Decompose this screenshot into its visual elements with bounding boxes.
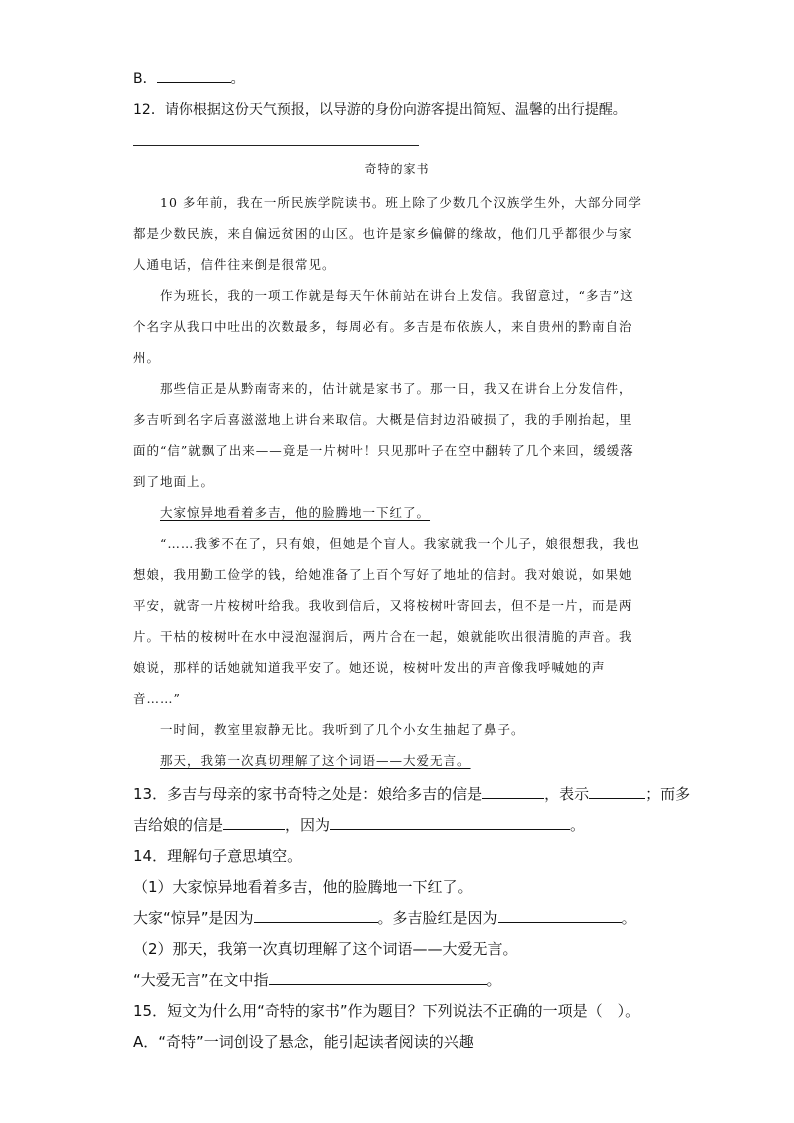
article-line: 音……”	[133, 691, 181, 706]
article-line: 到了地面上。	[133, 474, 215, 489]
article-line: 作为班长，我的一项工作就是每天午休前站在讲台上发信。我留意过，“多吉”这	[160, 288, 634, 303]
question-13: 13．多吉与母亲的家书奇特之处是：娘给多吉的信是 ，表示 ；而多	[133, 785, 691, 803]
answer-blank[interactable]	[223, 815, 285, 830]
article-line: 娘说，那样的话她就知道我平安了。她还说，桉树叶发出的声音像我呼喊她的声	[133, 660, 606, 675]
underlined-sentence: 那天，我第一次真切理解了这个词语——大爱无言。	[160, 753, 471, 768]
q14-sub-2-answer: “大爱无言”在文中指 。	[133, 971, 502, 989]
article-title: 奇特的家书	[364, 162, 430, 176]
article-line: “……我爹不在了，只有娘，但她是个盲人。我家就我一个儿子，娘很想我，我也	[160, 536, 640, 551]
article-line: 10 多年前，我在一所民族学院读书。班上除了少数几个汉族学生外，大部分同学	[160, 195, 642, 210]
option-b-label: B．	[133, 71, 157, 87]
question-13-cont: 吉给娘的信是 ，因为 。	[133, 816, 586, 834]
q14-sub-1: （1）大家惊异地看着多吉，他的脸腾地一下红了。	[133, 878, 473, 896]
q15-option-a[interactable]: A．“奇特”一词创设了悬念，能引起读者阅读的兴趣	[133, 1033, 474, 1051]
article-line: 都是少数民族，来自偏远贫困的山区。也许是家乡偏僻的缘故，他们几乎都很少与家	[133, 226, 633, 241]
answer-blank[interactable]	[269, 970, 487, 985]
article-line: 一时间，教室里寂静无比。我听到了几个小女生抽起了鼻子。	[160, 722, 525, 737]
question-14: 14．理解句子意思填空。	[133, 847, 303, 865]
question-15: 15．短文为什么用“奇特的家书”作为题目？下列说法不正确的一项是（ ）。	[133, 1002, 641, 1020]
article-line: 个名字从我口中吐出的次数最多，每周必有。多吉是布依族人，来自贵州的黔南自治	[133, 319, 633, 334]
article-line: 面的“信”就飘了出来——竟是一片树叶！只见那叶子在空中翻转了几个来回，缓缓落	[133, 443, 634, 458]
article-line: 想娘，我用勤工俭学的钱，给她准备了上百个写好了地址的信封。我对娘说，如果她	[133, 567, 633, 582]
question-12: 12．请你根据这份天气预报，以导游的身份向游客提出简短、温馨的出行提醒。	[133, 102, 627, 118]
article-line: 片。干枯的桉树叶在水中浸泡湿润后，两片合在一起，娘就能吹出很清脆的声音。我	[133, 629, 633, 644]
answer-blank[interactable]	[498, 908, 622, 923]
answer-blank[interactable]	[254, 908, 378, 923]
article-line: 平安，就寄一片桉树叶给我。我收到信后，又将桉树叶寄回去，但不是一片，而是两	[133, 598, 633, 613]
answer-blank[interactable]	[589, 784, 645, 799]
answer-blank[interactable]	[482, 784, 544, 799]
q14-sub-2: （2）那天，我第一次真切理解了这个词语——大爱无言。	[133, 940, 518, 958]
article-line: 多吉听到名字后喜滋滋地上讲台来取信。大概是信封边沿破损了，我的手刚抬起，里	[133, 412, 633, 427]
q11-option-b: B． 。	[133, 68, 245, 89]
q14-sub-1-answer: 大家“惊异”是因为 。多吉脸红是因为 。	[133, 909, 637, 927]
article-line: 人通电话，信件往来倒是很常见。	[133, 257, 336, 272]
article-line: 州。	[133, 350, 161, 365]
answer-blank[interactable]	[157, 68, 231, 83]
article-line: 那些信正是从黔南寄来的，估计就是家书了。那一日，我又在讲台上分发信件，	[160, 381, 633, 396]
answer-line[interactable]	[133, 145, 419, 146]
underlined-sentence: 大家惊异地看着多吉，他的脸腾地一下红了。	[160, 505, 431, 520]
answer-blank[interactable]	[330, 815, 570, 830]
